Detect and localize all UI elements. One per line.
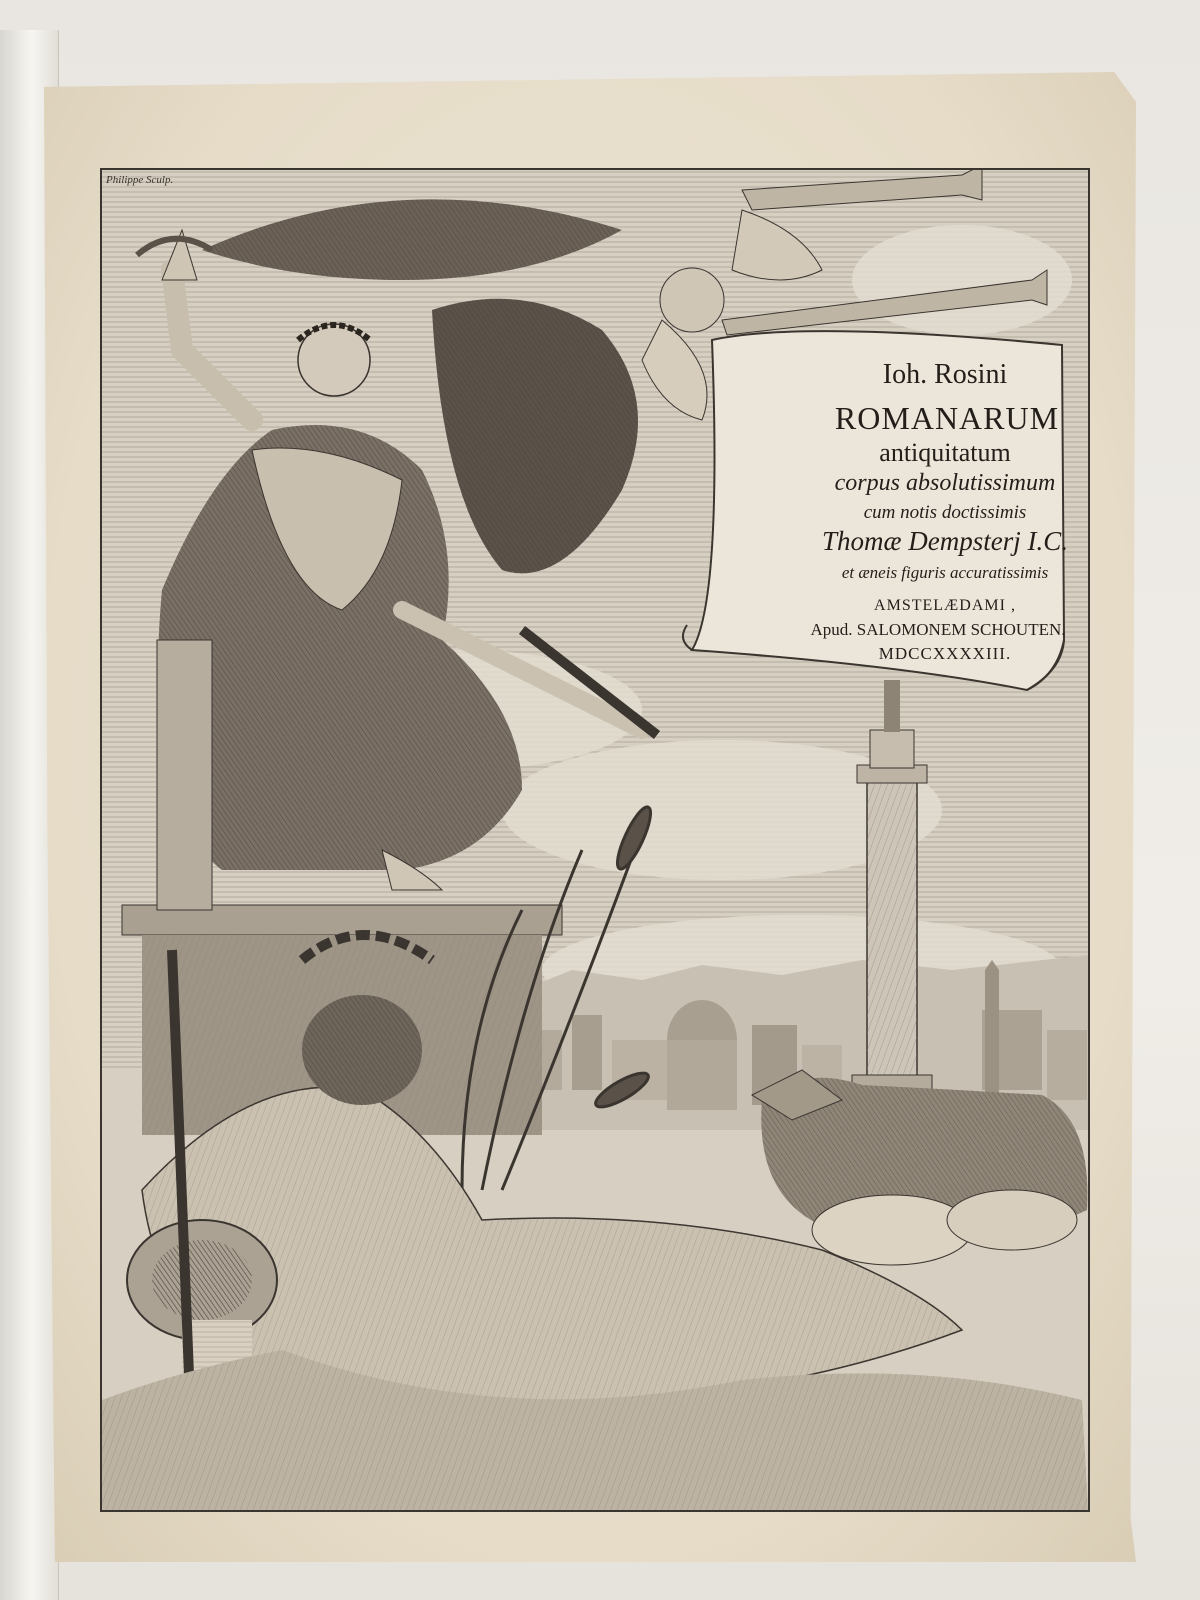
imprint-year: MDCCXXXXIII. [878, 644, 1012, 663]
author-line: Ioh. Rosini [882, 359, 1008, 390]
title-main-word: ROMANARUM [834, 400, 1060, 436]
title-line-antiquitatum: antiquitatum [879, 438, 1011, 467]
editor-line: Thomæ Dempsterj I.C. [821, 526, 1068, 556]
title-line-notis: cum notis doctissimis [863, 502, 1027, 523]
title-line-figuris: et æneis figuris accuratissimis [841, 563, 1049, 582]
engraver-signature: Philippe Sculp. [106, 174, 174, 186]
title-text-layer [100, 168, 1086, 1508]
imprint-publisher: Apud. SALOMONEM SCHOUTEN. [810, 620, 1066, 639]
title-line-corpus: corpus absolutissimum [834, 470, 1056, 496]
imprint-city: AMSTELÆDAMI , [874, 597, 1016, 614]
